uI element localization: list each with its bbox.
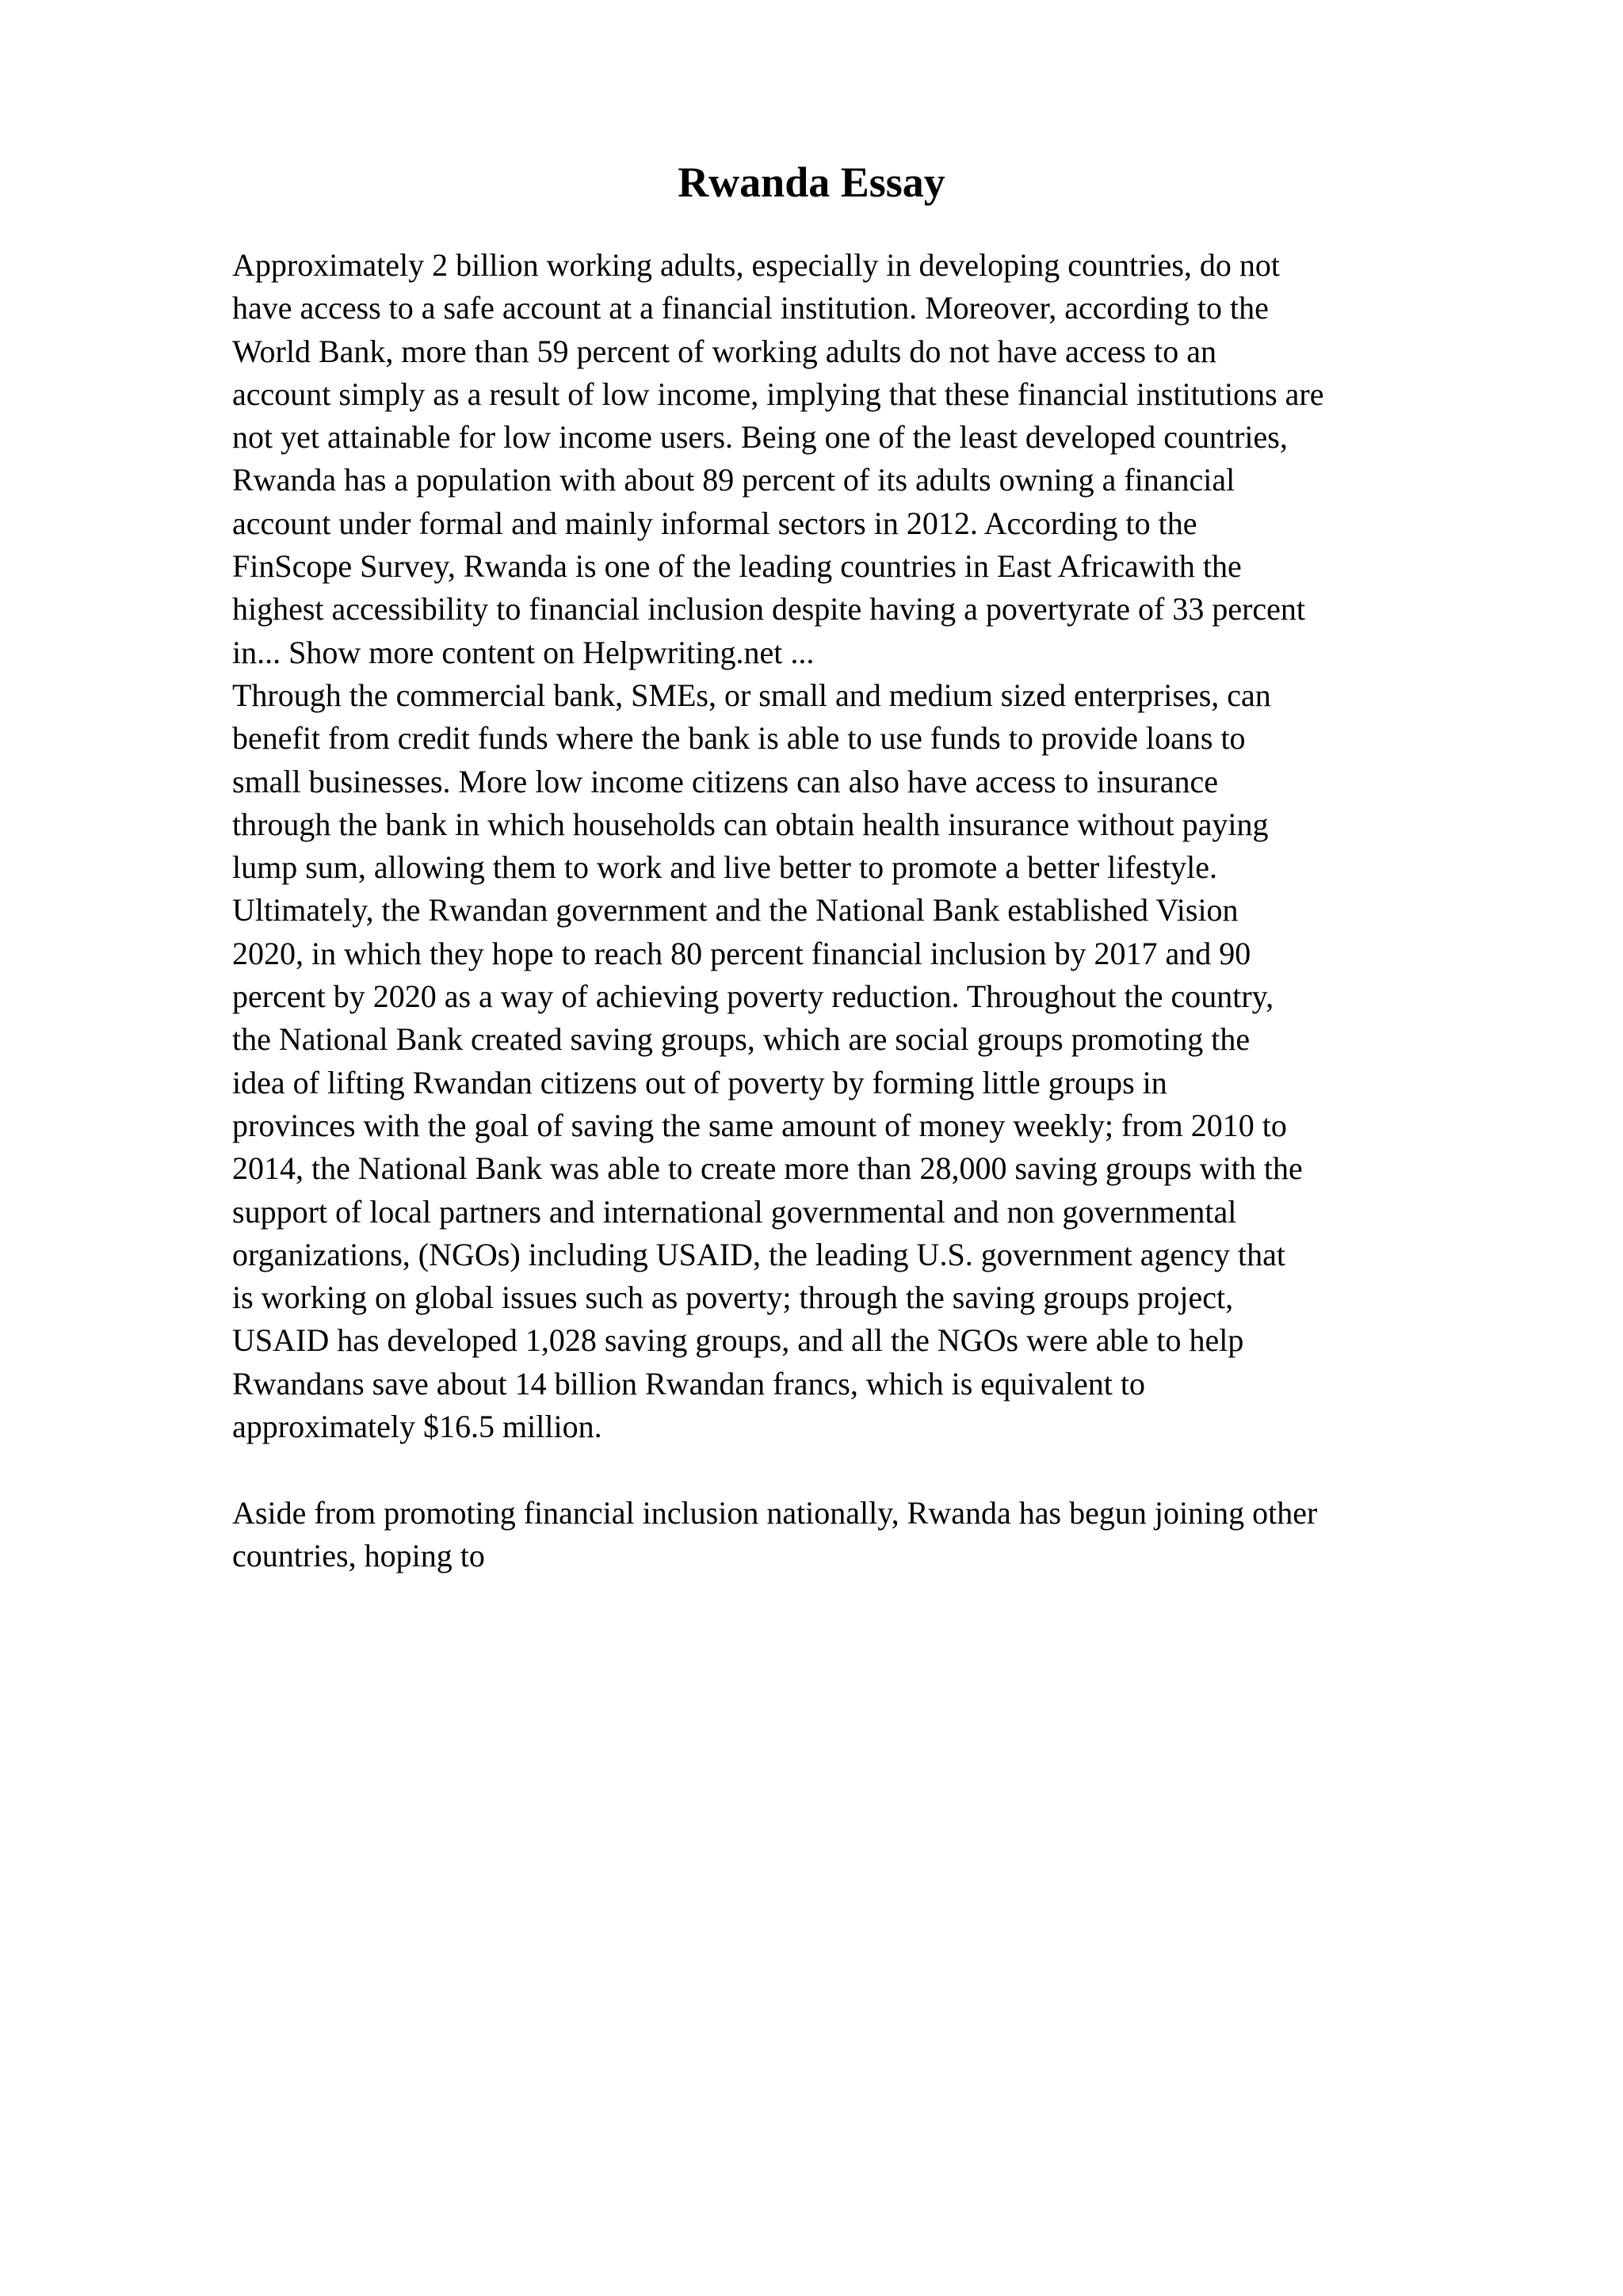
text-line: organizations, (NGOs) including USAID, the leading U.S. government agency that [232, 1236, 1285, 1272]
text-line: World Bank, more than 59 percent of working adults do not have access to an [232, 333, 1216, 369]
text-line: is working on global issues such as poverty; through the saving groups project, [232, 1280, 1234, 1316]
text-line: Ultimately, the Rwandan government and the National Bank established Vision [232, 892, 1239, 929]
essay-body [232, 244, 1532, 1577]
text-line: support of local partners and international governmental and non governmental [232, 1193, 1237, 1230]
text-line: percent by 2020 as a way of achieving poverty reduction. Throughout the country, [232, 978, 1274, 1015]
text-line: 2014, the National Bank was able to create more than 28,000 saving groups with the [232, 1150, 1303, 1187]
text-line: lump sum, allowing them to work and live better to promote a better lifestyle. [232, 849, 1218, 886]
text-line: benefit from credit funds where the bank is able to use funds to provide loans to [232, 720, 1246, 757]
text-line: Rwandans save about 14 billion Rwandan francs, which is equivalent to [232, 1365, 1145, 1402]
text-line: FinScope Survey, Rwanda is one of the leading countries in East Africawith the [232, 548, 1242, 585]
text-line: Through the commercial bank, SMEs, or small and medium sized enterprises, can [232, 677, 1271, 713]
text-line: 2020, in which they hope to reach 80 percent financial inclusion by 2017 and 90 [232, 935, 1251, 971]
text-line: Rwanda has a population with about 89 percent of its adults owning a financial [232, 462, 1235, 498]
text-line: idea of lifting Rwandan citizens out of poverty by forming little groups in [232, 1064, 1167, 1100]
text-line: provinces with the goal of saving the same amount of money weekly; from 2010 to [232, 1107, 1287, 1143]
text-line: not yet attainable for low income users. Being one of the least developed countries, [232, 419, 1288, 456]
text-line: Aside from promoting financial inclusion nationally, Rwanda has begun joining other [232, 1494, 1318, 1531]
text-line: account under formal and mainly informal sectors in 2012. According to the [232, 505, 1197, 541]
text-line: Approximately 2 billion working adults, especially in developing countries, do not [232, 247, 1280, 283]
text-line: have access to a safe account at a financial institution. Moreover, according to the [232, 290, 1269, 326]
text-line: small businesses. More low income citizens can also have access to insurance [232, 763, 1219, 799]
text-line: the National Bank created saving groups, which are social groups promoting the [232, 1021, 1251, 1058]
document-title: Rwanda Essay [678, 158, 945, 206]
text-line: account simply as a result of low income, implying that these financial institutions are [232, 376, 1324, 412]
paragraph-break [232, 1448, 1532, 1491]
text-line: highest accessibility to financial inclusion despite having a povertyrate of 33 percent [232, 591, 1306, 627]
text-line: countries, hoping to [232, 1537, 485, 1573]
text-line: through the bank in which households can obtain health insurance without paying [232, 806, 1269, 842]
text-line: in... Show more content on Helpwriting.net ... [232, 634, 815, 670]
text-line: approximately $16.5 million. [232, 1409, 602, 1445]
text-line: USAID has developed 1,028 saving groups, and all the NGOs were able to help [232, 1322, 1244, 1359]
